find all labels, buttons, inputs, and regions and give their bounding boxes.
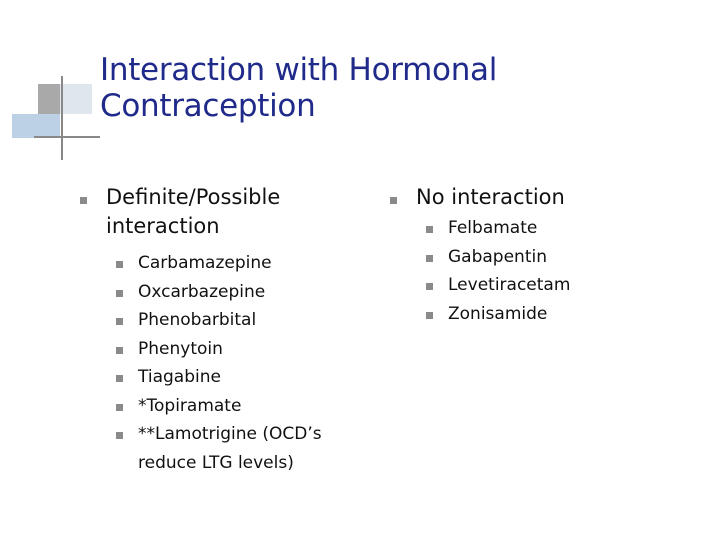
- square-bullet-icon: [426, 226, 433, 233]
- list-item: [388, 271, 688, 300]
- title-line: Contraception: [100, 88, 316, 124]
- list-item: [78, 306, 368, 335]
- left-heading: [78, 183, 368, 241]
- square-bullet-icon: [116, 318, 123, 325]
- item-text: Zonisamide: [448, 303, 548, 324]
- square-bullet-icon: [116, 261, 123, 268]
- left-drug-list: [78, 249, 368, 477]
- list-item: [78, 335, 368, 364]
- corner-decoration: [0, 0, 100, 170]
- item-text: Phenobarbital: [138, 310, 257, 330]
- square-bullet-icon: [116, 404, 123, 411]
- item-text: Tiagabine: [138, 367, 221, 387]
- item-text: *Topiramate: [138, 395, 242, 416]
- deco-block-gray: [38, 84, 60, 114]
- title-line: Interaction with Hormonal: [100, 52, 498, 88]
- list-item: [78, 363, 368, 392]
- item-text: Phenytoin: [138, 338, 223, 359]
- square-bullet-icon: [426, 255, 433, 262]
- right-column: [388, 183, 688, 328]
- item-text: Felbamate: [448, 218, 538, 238]
- right-heading: [388, 183, 688, 212]
- item-text: Levetiracetam: [448, 275, 571, 295]
- square-bullet-icon: [80, 197, 87, 204]
- square-bullet-icon: [116, 290, 123, 297]
- list-item: [78, 420, 368, 477]
- square-bullet-icon: [426, 283, 433, 290]
- slide-title: [100, 52, 660, 124]
- list-item: [78, 249, 368, 278]
- heading-line: Definite/Possible: [106, 185, 281, 209]
- item-text: reduce LTG levels): [138, 452, 294, 473]
- item-text: **Lamotrigine (OCD’s: [138, 424, 322, 444]
- right-drug-list: [388, 214, 688, 328]
- square-bullet-icon: [116, 375, 123, 382]
- item-text: Gabapentin: [448, 246, 547, 267]
- square-bullet-icon: [426, 312, 433, 319]
- list-item: [78, 392, 368, 421]
- square-bullet-icon: [116, 432, 123, 439]
- square-bullet-icon: [116, 347, 123, 354]
- heading-line: interaction: [106, 214, 220, 238]
- list-item: [388, 300, 688, 329]
- item-text: Oxcarbazepine: [138, 281, 266, 302]
- list-item: [388, 214, 688, 243]
- left-column: [78, 183, 368, 477]
- deco-block-blue: [12, 114, 60, 138]
- item-text: Carbamazepine: [138, 253, 272, 273]
- list-item: [78, 278, 368, 307]
- square-bullet-icon: [390, 197, 397, 204]
- heading-line: No interaction: [416, 185, 565, 209]
- deco-block-light: [60, 84, 92, 114]
- list-item: [388, 243, 688, 272]
